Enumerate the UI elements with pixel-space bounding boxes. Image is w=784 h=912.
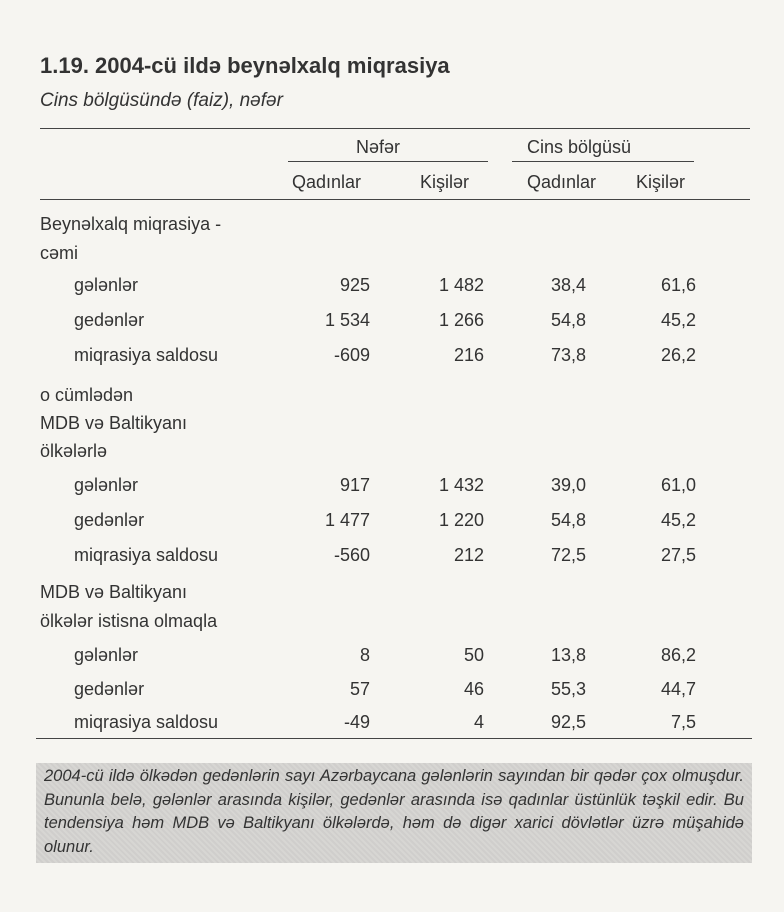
group-header-gender: Cins bölgüsü xyxy=(527,137,632,157)
group-header-gender-rule xyxy=(512,161,694,162)
cell-count-women: 1 477 xyxy=(324,510,370,530)
row-label: miqrasiya saldosu xyxy=(74,545,219,565)
cell-count-women: -49 xyxy=(343,712,370,732)
cell-count-women: 917 xyxy=(339,475,370,495)
cell-pct-men: 7,5 xyxy=(670,712,696,732)
table-row xyxy=(0,712,784,746)
row-label: gələnlər xyxy=(74,645,139,665)
cell-count-men: 216 xyxy=(453,345,484,365)
cell-pct-women: 38,4 xyxy=(550,275,586,295)
cell-count-men: 212 xyxy=(453,545,484,565)
row-label: gedənlər xyxy=(74,310,145,330)
cell-count-men: 46 xyxy=(463,679,484,699)
cell-pct-men: 61,6 xyxy=(660,275,696,295)
section-heading: Beynəlxalq miqrasiya - xyxy=(40,214,222,234)
group-header-count: Nəfər xyxy=(356,137,401,157)
cell-pct-women: 39,0 xyxy=(550,475,586,495)
col-header-count-women: Qadınlar xyxy=(292,172,362,192)
table-row xyxy=(0,510,784,544)
table-row xyxy=(0,310,784,344)
table-row xyxy=(0,545,784,579)
table-row xyxy=(0,275,784,309)
cell-pct-men: 44,7 xyxy=(660,679,696,699)
cell-count-women: -560 xyxy=(333,545,370,565)
row-label: gələnlər xyxy=(74,275,139,295)
page-subtitle: Cins bölgüsündə (faiz), nəfər xyxy=(40,90,283,111)
cell-count-women: 925 xyxy=(339,275,370,295)
cell-pct-men: 45,2 xyxy=(660,310,696,330)
cell-count-men: 1 220 xyxy=(438,510,484,530)
cell-pct-men: 27,5 xyxy=(660,545,696,565)
row-label: gedənlər xyxy=(74,510,145,530)
cell-pct-women: 54,8 xyxy=(550,310,586,330)
section-heading: MDB və Baltikyanı xyxy=(40,582,188,602)
section-heading: MDB və Baltikyanı xyxy=(40,413,188,433)
page-title: 1.19. 2004-cü ildə beynəlxalq miqrasiya xyxy=(40,53,450,78)
header-bottom-rule xyxy=(40,199,750,200)
table-row xyxy=(0,475,784,509)
cell-pct-men: 26,2 xyxy=(660,345,696,365)
section-heading: ölkələr istisna olmaqla xyxy=(40,611,218,631)
col-header-pct-men: Kişilər xyxy=(636,172,686,192)
table-row xyxy=(0,679,784,713)
table-row xyxy=(0,345,784,379)
row-label: miqrasiya saldosu xyxy=(74,345,219,365)
col-header-count-men: Kişilər xyxy=(420,172,470,192)
col-header-pct-women: Qadınlar xyxy=(527,172,597,192)
cell-count-women: -609 xyxy=(333,345,370,365)
cell-pct-men: 86,2 xyxy=(660,645,696,665)
cell-pct-women: 72,5 xyxy=(550,545,586,565)
cell-count-men: 1 482 xyxy=(438,275,484,295)
cell-pct-women: 73,8 xyxy=(550,345,586,365)
cell-count-men: 50 xyxy=(463,645,484,665)
row-label: gedənlər xyxy=(74,679,145,699)
cell-pct-women: 13,8 xyxy=(550,645,586,665)
cell-pct-women: 54,8 xyxy=(550,510,586,530)
section-heading: cəmi xyxy=(40,243,79,263)
group-header-count-rule xyxy=(288,161,488,162)
row-label: miqrasiya saldosu xyxy=(74,712,219,732)
section-heading: o cümlədən xyxy=(40,385,134,405)
cell-count-women: 57 xyxy=(349,679,370,699)
cell-pct-men: 45,2 xyxy=(660,510,696,530)
cell-count-men: 1 266 xyxy=(438,310,484,330)
table-row xyxy=(0,645,784,679)
cell-pct-men: 61,0 xyxy=(660,475,696,495)
table-bottom-rule xyxy=(36,738,752,739)
cell-pct-women: 55,3 xyxy=(550,679,586,699)
cell-count-men: 1 432 xyxy=(438,475,484,495)
commentary-box xyxy=(36,763,752,863)
commentary-text: 2004-cü ildə ölkədən gedənlərin sayı Azərbaycana gələnlərin sayından bir qədər çox olmuşdur. Bununla belə, gələnlər arasında kişilər, gedənlər arasında isə qadınlar üstünlük təşkil edir. Bu tendensiya həm MDB və Baltikyanı ölkələrdə, həm də digər xarici dövlətlər üzrə müşahidə olunur. xyxy=(44,767,744,856)
row-label: gələnlər xyxy=(74,475,139,495)
cell-count-women: 8 xyxy=(359,645,370,665)
cell-pct-women: 92,5 xyxy=(550,712,586,732)
section-heading: ölkələrlə xyxy=(40,441,108,461)
table-top-rule xyxy=(40,128,750,129)
cell-count-men: 4 xyxy=(473,712,484,732)
cell-count-women: 1 534 xyxy=(324,310,370,330)
